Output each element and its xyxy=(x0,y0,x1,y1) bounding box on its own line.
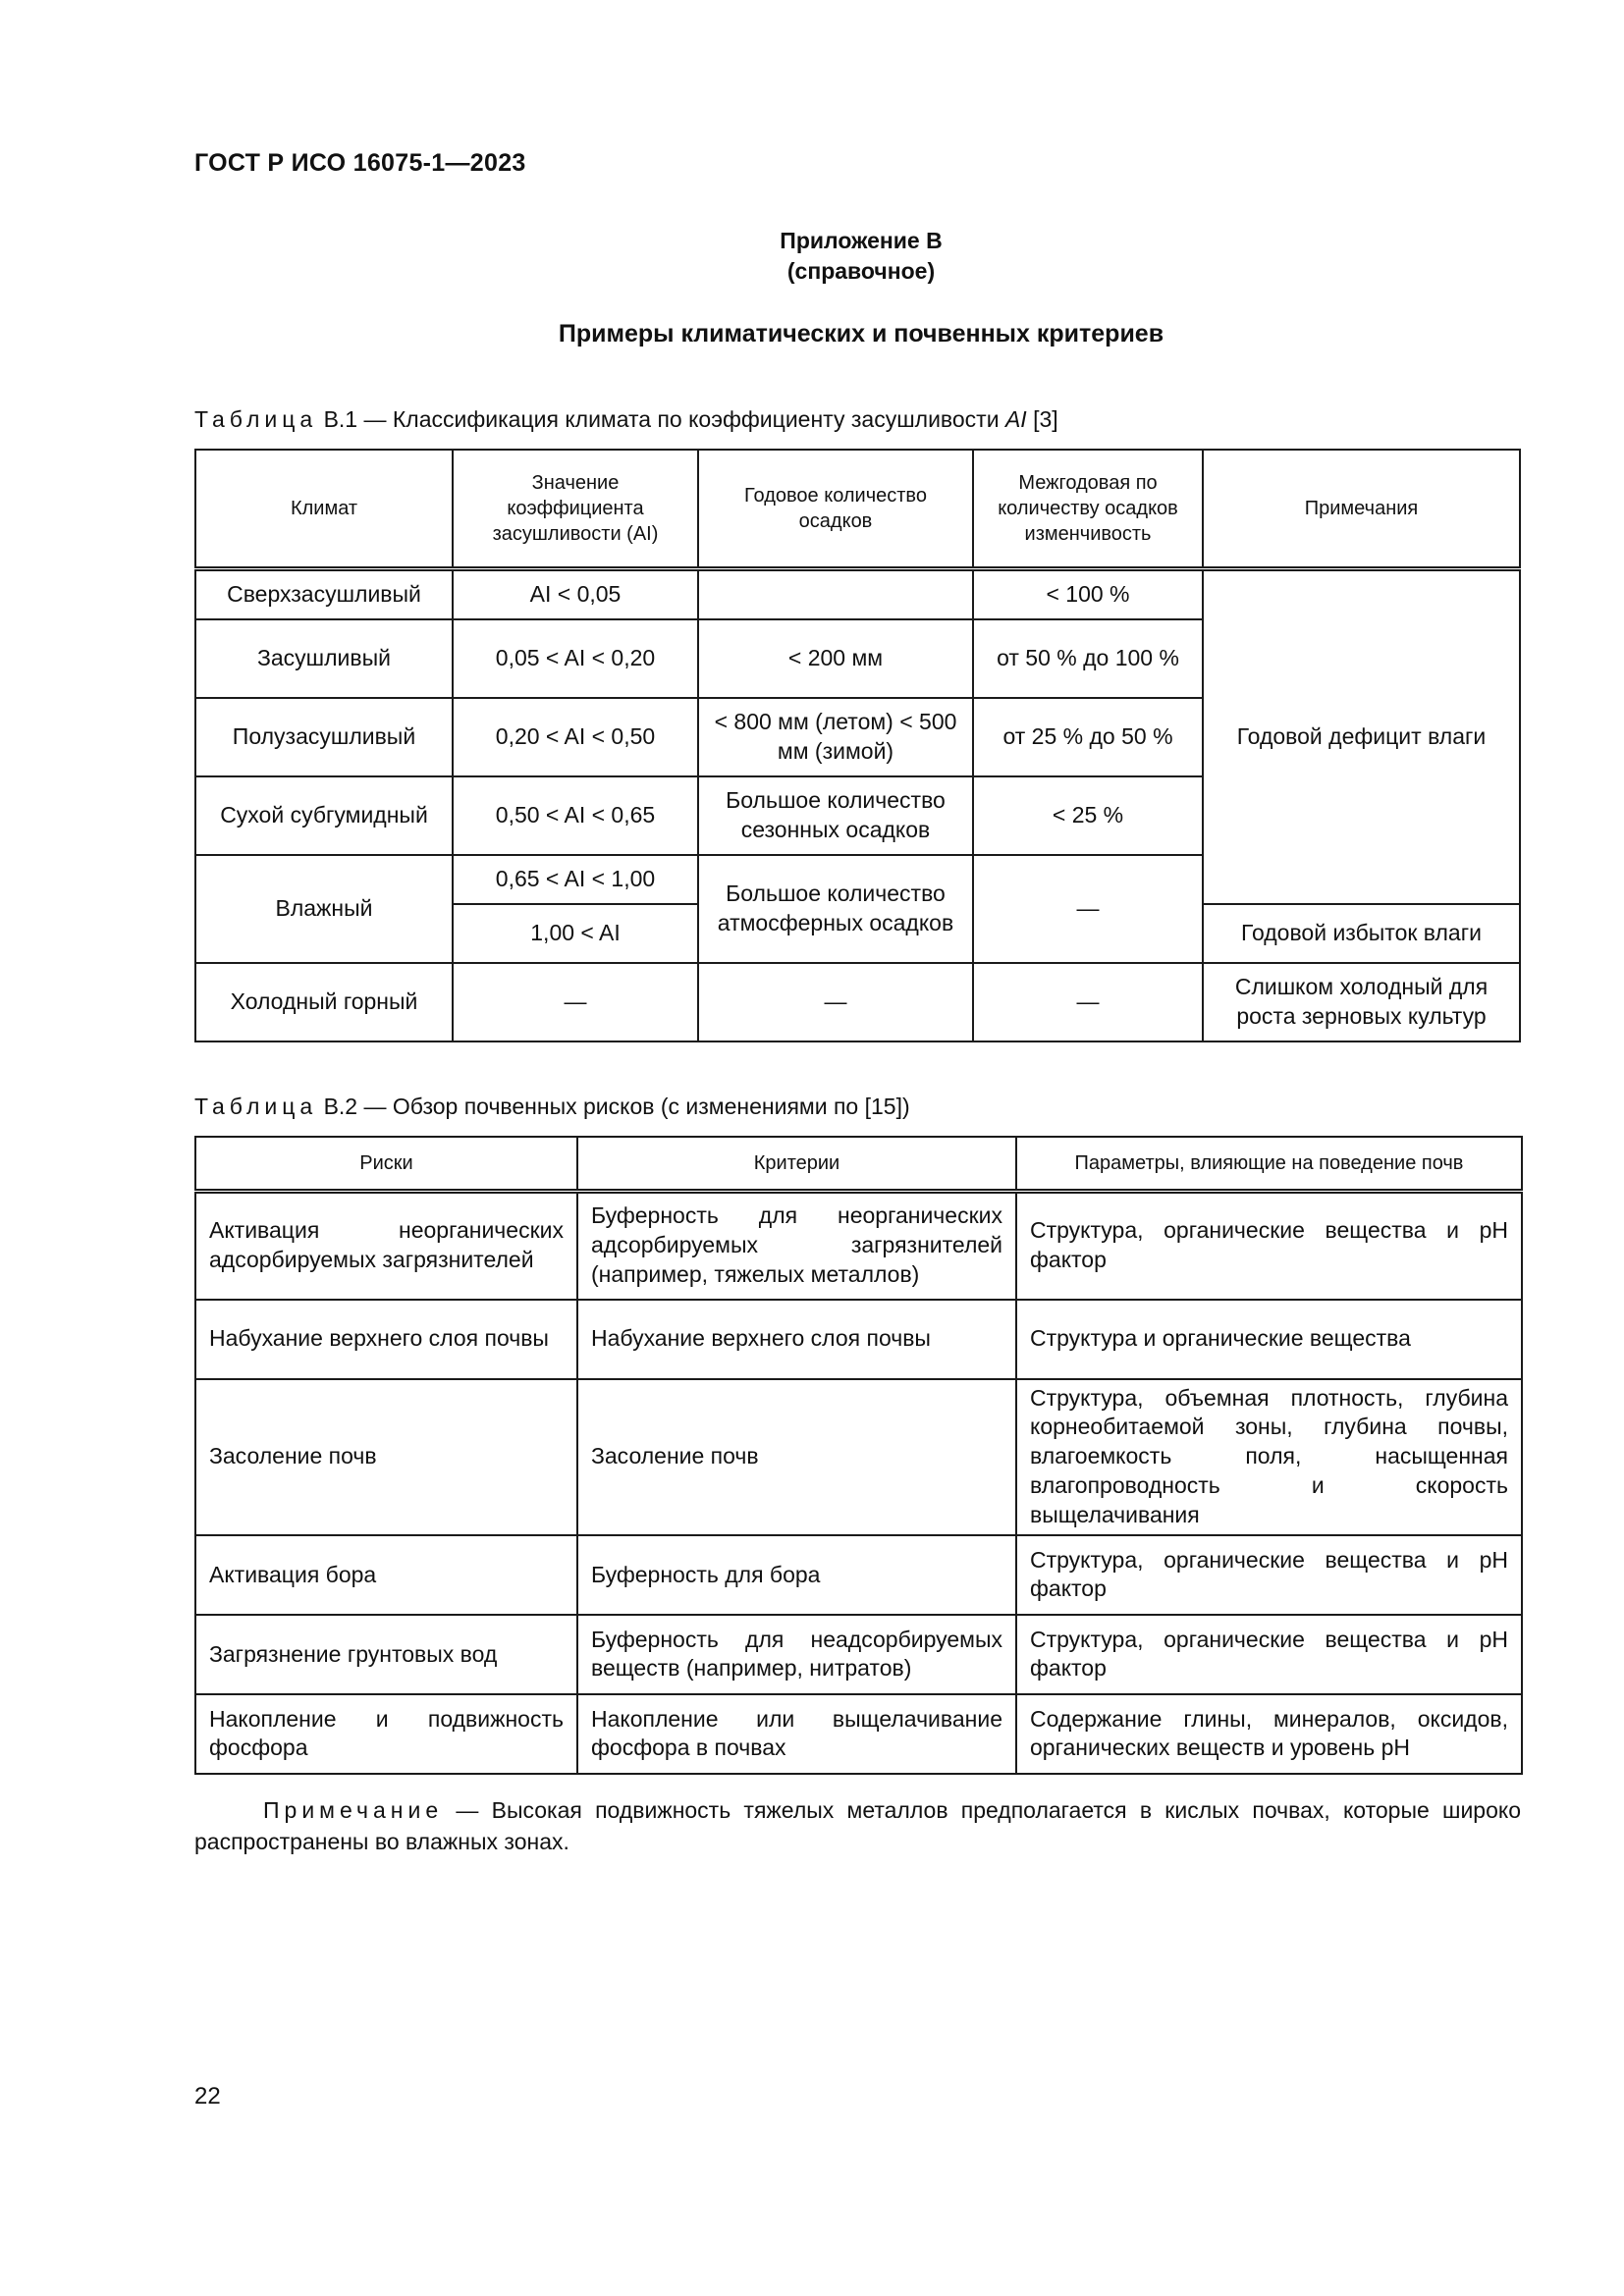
ai-cell: 0,05 < AI < 0,20 xyxy=(453,619,698,698)
table1-caption-prefix: Таблица xyxy=(194,406,318,432)
params-cell: Структура, органические вещества и pH фактор xyxy=(1016,1192,1522,1300)
variability-cell: — xyxy=(973,963,1203,1041)
table2-caption xyxy=(194,1094,910,1120)
criteria-cell: Буферность для бора xyxy=(577,1535,1016,1615)
table1-header-cell: Примечания xyxy=(1203,450,1520,569)
ai-cell: 1,00 < AI xyxy=(453,904,698,963)
page-number: 22 xyxy=(194,2083,221,2109)
table2-header-cell: Риски xyxy=(195,1137,577,1192)
params-cell: Структура и органические вещества xyxy=(1016,1300,1522,1379)
note-deficit-cell: Годовой дефицит влаги xyxy=(1203,569,1520,904)
appendix-label: Приложение В xyxy=(780,228,943,253)
precip-cell xyxy=(698,569,973,619)
note-excess-cell: Годовой избыток влаги xyxy=(1203,904,1520,963)
risk-cell: Активация бора xyxy=(195,1535,577,1615)
table1-header-cell: Значение коэффициента засушливости (AI) xyxy=(453,450,698,569)
table2-caption-prefix: Таблица xyxy=(194,1094,318,1119)
table-row xyxy=(195,1615,1522,1694)
climate-cell: Влажный xyxy=(195,855,453,963)
criteria-cell: Буферность для неорганических адсорбируемых загрязнителей (например, тяжелых металлов) xyxy=(577,1192,1016,1300)
criteria-cell: Накопление или выщелачивание фосфора в почвах xyxy=(577,1694,1016,1774)
risk-cell: Набухание верхнего слоя почвы xyxy=(195,1300,577,1379)
table-row xyxy=(195,1379,1522,1535)
risk-cell: Активация неорганических адсорбируемых загрязнителей xyxy=(195,1192,577,1300)
table2-header-cell: Параметры, влияющие на поведение почв xyxy=(1016,1137,1522,1192)
table2-caption-text: В.2 — Обзор почвенных рисков (с изменениями по [15]) xyxy=(323,1094,910,1119)
table-row xyxy=(195,1192,1522,1300)
note-text: — Высокая подвижность тяжелых металлов предполагается в кислых почвах, которые широко распространены во влажных зонах. xyxy=(194,1797,1521,1855)
climate-cell: Засушливый xyxy=(195,619,453,698)
ai-cell: 0,50 < AI < 0,65 xyxy=(453,776,698,855)
table1-header-cell: Межгодовая по количеству осадков изменчивость xyxy=(973,450,1203,569)
variability-cell: < 25 % xyxy=(973,776,1203,855)
table2-header-cell: Критерии xyxy=(577,1137,1016,1192)
table1-caption xyxy=(194,406,1058,433)
ai-cell: 0,65 < AI < 1,00 xyxy=(453,855,698,904)
table-row xyxy=(195,1694,1522,1774)
climate-cell: Сухой субгумидный xyxy=(195,776,453,855)
table-row xyxy=(195,1535,1522,1615)
variability-cell: < 100 % xyxy=(973,569,1203,619)
criteria-cell: Набухание верхнего слоя почвы xyxy=(577,1300,1016,1379)
precip-cell: < 800 мм (летом) < 500 мм (зимой) xyxy=(698,698,973,776)
precip-cell: — xyxy=(698,963,973,1041)
ai-cell: AI < 0,05 xyxy=(453,569,698,619)
note-cell: Слишком холодный для роста зерновых культур xyxy=(1203,963,1520,1041)
ai-cell: 0,20 < AI < 0,50 xyxy=(453,698,698,776)
appendix-type: (справочное) xyxy=(786,258,936,284)
variability-cell: от 25 % до 50 % xyxy=(973,698,1203,776)
table-row xyxy=(195,569,1520,619)
table1-header-cell: Климат xyxy=(195,450,453,569)
document-title: ГОСТ Р ИСО 16075-1—2023 xyxy=(194,149,526,177)
variability-cell: от 50 % до 100 % xyxy=(973,619,1203,698)
table1-caption-italic: AI xyxy=(1004,406,1027,432)
table1-header-cell: Годовое количество осадков xyxy=(698,450,973,569)
table-note xyxy=(194,1794,1521,1857)
climate-cell: Сверхзасушливый xyxy=(195,569,453,619)
variability-cell: — xyxy=(973,855,1203,963)
table-row xyxy=(195,1300,1522,1379)
risk-cell: Загрязнение грунтовых вод xyxy=(195,1615,577,1694)
params-cell: Структура, органические вещества и pH фактор xyxy=(1016,1615,1522,1694)
note-label: Примечание xyxy=(263,1797,444,1823)
criteria-cell: Буферность для неадсорбируемых веществ (например, нитратов) xyxy=(577,1615,1016,1694)
appendix-title: Примеры климатических и почвенных критериев xyxy=(558,320,1164,347)
criteria-cell: Засоление почв xyxy=(577,1379,1016,1535)
ai-cell: — xyxy=(453,963,698,1041)
precip-cell: < 200 мм xyxy=(698,619,973,698)
precip-cell: Большое количество атмосферных осадков xyxy=(698,855,973,963)
climate-cell: Холодный горный xyxy=(195,963,453,1041)
table1-caption-ref: [3] xyxy=(1033,406,1058,432)
params-cell: Содержание глины, минералов, оксидов, органических веществ и уровень pH xyxy=(1016,1694,1522,1774)
table-row xyxy=(195,963,1520,1041)
climate-classification-table xyxy=(194,449,1521,1042)
table1-caption-text: В.1 — Классификация климата по коэффициенту засушливости xyxy=(323,406,1000,432)
risk-cell: Засоление почв xyxy=(195,1379,577,1535)
precip-cell: Большое количество сезонных осадков xyxy=(698,776,973,855)
risk-cell: Накопление и подвижность фосфора xyxy=(195,1694,577,1774)
soil-risks-table xyxy=(194,1136,1523,1775)
params-cell: Структура, органические вещества и pH фактор xyxy=(1016,1535,1522,1615)
climate-cell: Полузасушливый xyxy=(195,698,453,776)
params-cell: Структура, объемная плотность, глубина корнеобитаемой зоны, глубина почвы, влагоемкость поля, насыщенная влагопроводность и скорость выщелачивания xyxy=(1016,1379,1522,1535)
